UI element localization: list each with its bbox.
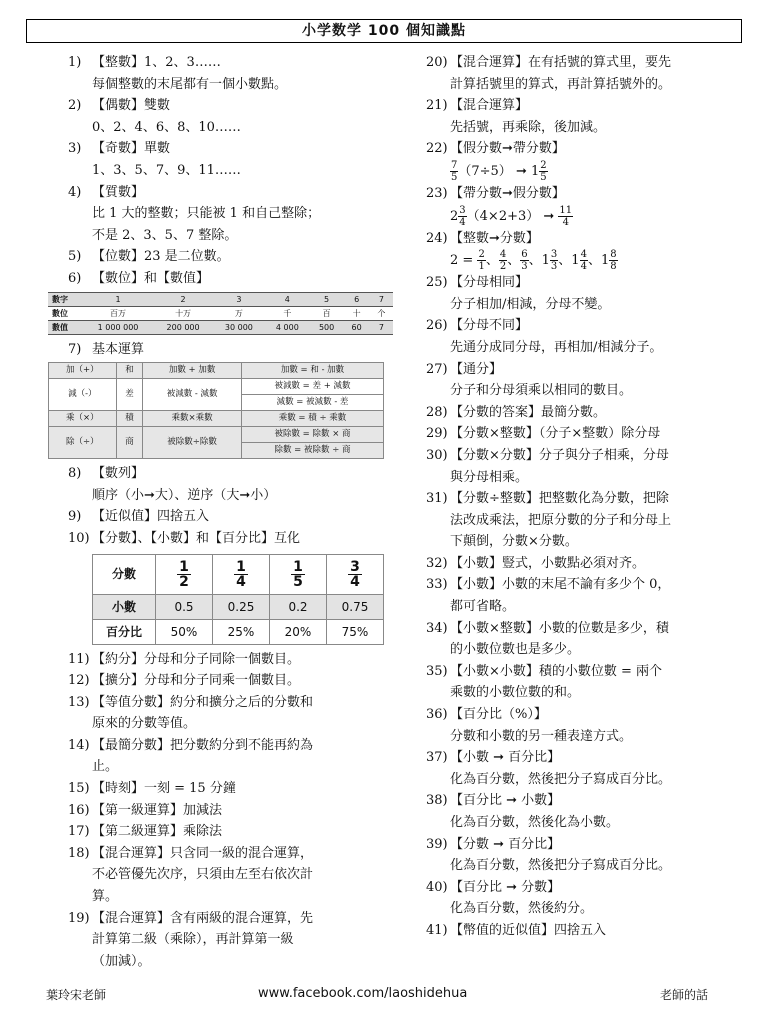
item-heading: 【偶數】雙數	[92, 98, 171, 114]
item-18	[68, 843, 388, 865]
item-number: 34)	[426, 620, 448, 636]
item-number: 37)	[426, 750, 448, 766]
item-number: 32)	[426, 555, 448, 571]
item-heading: 【混合運算】含有兩級的混合運算，先	[92, 910, 314, 926]
item-7	[68, 339, 388, 361]
table-cell: 4 000	[265, 320, 310, 334]
item-8	[68, 463, 388, 485]
item-body: 化為百分數，然後約分。	[450, 901, 594, 917]
item-38	[426, 790, 736, 812]
item-number: 30)	[426, 447, 448, 463]
item-30	[426, 445, 736, 467]
item-22	[426, 138, 736, 160]
fraction-conversion-table	[92, 554, 384, 645]
item-number: 19)	[68, 910, 90, 926]
table-cell: 7	[370, 292, 393, 306]
fraction: $\frac{7}{5}$	[451, 159, 458, 183]
item-heading: 【小數 ➞ 百分比】	[450, 750, 561, 766]
item-number: 16)	[68, 802, 90, 818]
item-body: 分數和小數的另一種表達方式。	[450, 728, 633, 744]
table-cell: 差	[116, 379, 143, 411]
equation-text: 2 =	[450, 253, 474, 269]
table-cell: 200 000	[153, 320, 213, 334]
table-cell: 百万	[83, 306, 154, 320]
item-heading: 【混合運算】只含同一級的混合運算，	[92, 845, 314, 861]
item-heading: 【假分數➞帶分數】	[450, 141, 565, 157]
table-cell: 500	[310, 320, 344, 334]
item-33	[426, 574, 736, 596]
fraction: $\frac{3}{4}$	[459, 204, 466, 228]
table-cell: 被除數 = 除數 × 商	[242, 427, 384, 443]
item-number: 24)	[426, 230, 448, 246]
item-number: 5)	[68, 249, 82, 265]
item-heading: 【百分比 ➞ 分數】	[450, 879, 561, 895]
footer-author: 葉玲宋老師	[46, 988, 107, 1002]
item-heading: 【分數 ➞ 百分比】	[450, 836, 561, 852]
table-cell: 乘（×）	[49, 411, 117, 427]
item-31	[426, 488, 736, 510]
item-32	[426, 553, 736, 575]
item-heading: 【小數】豎式，小數點必須对齐。	[450, 555, 646, 571]
item-heading: 【分數÷整數】把整數化為分數，把除	[450, 491, 669, 507]
table-cell: 5	[310, 292, 344, 306]
table-cell: 千	[265, 306, 310, 320]
item-heading: 【小數×小數】積的小數位數 = 兩个	[450, 663, 663, 679]
item-heading: 【第一級運算】加減法	[92, 802, 223, 818]
table-cell: 7	[370, 320, 393, 334]
table-cell: 加數 = 和 - 加數	[242, 363, 384, 379]
item-body: 1、3、5、7、9、11……	[92, 162, 241, 178]
table-cell: 數字	[48, 292, 83, 306]
equation-text: （7÷5） ➞ 1	[458, 163, 540, 179]
item-heading: 【分數】、【小數】和【百分比】互化	[92, 530, 301, 546]
left-column	[52, 52, 388, 972]
item-heading: 【第二級運算】乘除法	[92, 824, 223, 840]
item-number: 4)	[68, 184, 82, 200]
item-body	[426, 160, 736, 183]
item-heading: 【混合運算】	[450, 98, 529, 114]
item-number: 17)	[68, 824, 90, 840]
table-cell: 除數 = 被除數 ÷ 商	[242, 443, 384, 459]
table-cell: 十万	[153, 306, 213, 320]
fraction: $\frac{8}{8}$	[610, 249, 617, 273]
item-body: 不是 2、3、5、7 整除。	[92, 227, 238, 243]
item-heading: 【擴分】分母和分子同乘一個數目。	[92, 673, 301, 689]
item-39	[426, 834, 736, 856]
item-41	[426, 920, 736, 942]
table-row	[48, 306, 393, 320]
whole-number: 2	[450, 208, 459, 224]
table-row	[49, 363, 384, 379]
table-row	[93, 554, 384, 594]
table-cell: 加數 + 加數	[143, 363, 242, 379]
fraction: $\frac{6}{3}$	[521, 249, 528, 273]
table-row	[49, 411, 384, 427]
item-heading: 【混合運算】在有括號的算式里，要先	[450, 55, 672, 70]
item-11	[68, 649, 388, 671]
item-number: 8)	[68, 466, 82, 482]
fraction: $\frac{1}{2}$	[179, 558, 189, 590]
table-cell: 1 000 000	[83, 320, 154, 334]
item-heading: 【等值分數】約分和擴分之后的分數和	[92, 694, 314, 710]
item-heading: 【約分】分母和分子同除一個數目。	[92, 651, 301, 667]
table-cell: 75%	[327, 619, 384, 644]
item-heading: 【帶分數➞假分數】	[450, 185, 565, 201]
item-number: 27)	[426, 361, 448, 377]
table-cell: 6	[343, 292, 369, 306]
table-cell: 0.75	[327, 594, 384, 619]
fraction: $\frac{11}{4}$	[559, 204, 573, 228]
item-15	[68, 778, 388, 800]
item-number: 2)	[68, 98, 82, 114]
item-body: 每個整數的末尾都有一個小數點。	[92, 76, 288, 92]
table-cell: 數值	[48, 320, 83, 334]
item-19	[68, 908, 388, 930]
item-4	[68, 182, 388, 204]
fraction-cell	[270, 554, 327, 594]
table-cell: 和	[116, 363, 143, 379]
item-body: 原來的分數等值。	[92, 716, 197, 732]
item-number: 31)	[426, 491, 448, 507]
table-cell: 2	[153, 292, 213, 306]
item-heading: 【百分比 ➞ 小數】	[450, 793, 561, 809]
item-heading: 【整數】1、2、3……	[92, 55, 221, 70]
table-cell: 被減數 = 差 + 減數	[242, 379, 384, 395]
table-cell: 加（+）	[49, 363, 117, 379]
table-cell: 十	[343, 306, 369, 320]
item-10	[68, 528, 388, 550]
item-body: 乘數的小數位數的和。	[450, 685, 581, 701]
place-value-table	[48, 292, 393, 335]
item-35	[426, 661, 736, 683]
item-number: 39)	[426, 836, 448, 852]
item-heading: 【奇數】單數	[92, 141, 171, 157]
fraction: $\frac{4}{2}$	[499, 249, 507, 273]
item-heading: 【位數】23 是二位數。	[92, 249, 230, 265]
table-cell: 數位	[48, 306, 83, 320]
table-cell: 60	[343, 320, 369, 334]
item-34	[426, 618, 736, 640]
item-number: 6)	[68, 270, 82, 286]
fraction-cell	[213, 554, 270, 594]
item-body: 法改成乘法，把原分數的分子和分母上	[450, 512, 672, 528]
item-26	[426, 315, 736, 337]
item-heading: 【幣值的近似值】四捨五入	[450, 922, 607, 938]
fraction: $\frac{3}{4}$	[350, 558, 360, 590]
item-number: 40)	[426, 879, 448, 895]
item-heading: 【小數】小數的末尾不論有多少个 0，	[450, 577, 671, 593]
item-number: 15)	[68, 781, 90, 797]
table-row	[93, 594, 384, 619]
table-cell: 个	[370, 306, 393, 320]
table-cell: 1	[83, 292, 154, 306]
item-16	[68, 800, 388, 822]
fraction: $\frac{4}{4}$	[580, 249, 587, 273]
table-cell: 百	[310, 306, 344, 320]
item-number: 20)	[426, 55, 448, 70]
item-body: 化為百分數，然後化為小數。	[450, 815, 620, 830]
item-number: 7)	[68, 341, 82, 357]
item-heading: 【最簡分數】把分數約分到不能再約為	[92, 737, 314, 753]
table-cell: 乘數×乘數	[143, 411, 242, 427]
item-number: 23)	[426, 185, 448, 201]
item-heading: 【數位】和【數值】	[92, 270, 210, 286]
item-heading: 【分數×整數】（分子×整數）除分母	[450, 426, 661, 442]
item-body: 比 1 大的整數；只能被 1 和自己整除；	[92, 206, 321, 222]
item-body: 先括號，再乘除，後加減。	[450, 119, 607, 135]
item-24	[426, 228, 736, 250]
item-23	[426, 183, 736, 205]
item-heading: 基本運算	[92, 341, 145, 357]
item-body: 先通分成同分母，再相加/相減分子。	[450, 339, 663, 355]
fraction: $\frac{1}{4}$	[236, 558, 246, 590]
table-cell: 0.2	[270, 594, 327, 619]
item-heading: 【數列】	[92, 466, 145, 482]
item-number: 41)	[426, 922, 448, 938]
item-number: 9)	[68, 509, 82, 525]
item-body: 0、2、4、6、8、10……	[92, 119, 241, 135]
table-cell: 分數	[93, 554, 156, 594]
item-body: 下顛倒，分數×分數。	[450, 534, 578, 550]
fraction: $\frac{3}{3}$	[550, 249, 558, 273]
table-cell: 50%	[156, 619, 213, 644]
item-2	[68, 95, 388, 117]
item-heading: 【通分】	[450, 361, 503, 377]
item-body: 分子和分母須乘以相同的數目。	[450, 383, 633, 399]
table-row	[48, 292, 393, 306]
item-body: 不必管優先次序，只須由左至右依次計	[92, 867, 314, 883]
item-27	[426, 359, 736, 381]
fraction-cell	[327, 554, 384, 594]
table-cell: 4	[265, 292, 310, 306]
item-body: 的小數位數也是多少。	[450, 642, 581, 658]
item-5	[68, 246, 388, 268]
item-29	[426, 423, 736, 445]
item-36	[426, 704, 736, 726]
table-cell: 25%	[213, 619, 270, 644]
item-heading: 【分數的答案】最簡分數。	[450, 404, 607, 420]
fraction: $\frac{2}{5}$	[540, 159, 547, 183]
item-9	[68, 506, 388, 528]
item-40	[426, 877, 736, 899]
item-number: 10)	[68, 530, 90, 546]
item-number: 29)	[426, 426, 448, 442]
item-number: 22)	[426, 141, 448, 157]
item-body: 都可省略。	[450, 599, 516, 615]
item-number: 1)	[68, 55, 82, 70]
item-12	[68, 670, 388, 692]
item-17	[68, 821, 388, 843]
item-20	[426, 52, 736, 74]
table-cell: 小數	[93, 594, 156, 619]
item-body: 與分母相乘。	[450, 469, 529, 485]
item-body: 順序（小➞大）、逆序（大➞小）	[92, 487, 277, 503]
item-number: 14)	[68, 737, 90, 753]
item-heading: 【近似值】四捨五入	[92, 509, 210, 525]
table-cell: 0.5	[156, 594, 213, 619]
item-number: 25)	[426, 275, 448, 291]
item-heading: 【百分比（%）】	[450, 707, 547, 723]
item-heading: 【分母不同】	[450, 318, 529, 334]
table-cell: 3	[213, 292, 265, 306]
table-cell: 除（÷）	[49, 427, 117, 459]
footer-url[interactable]: www.facebook.com/laoshidehua	[258, 986, 468, 1001]
item-13	[68, 692, 388, 714]
operations-table	[48, 362, 384, 459]
item-number: 38)	[426, 793, 448, 809]
table-cell: 0.25	[213, 594, 270, 619]
item-heading: 【整數➞分數】	[450, 230, 539, 246]
page-title: 小学数学 100 個知識點	[26, 19, 742, 43]
table-row	[93, 619, 384, 644]
item-heading: 【分數×分數】分子與分子相乘，分母	[450, 447, 669, 463]
equation-text: （4×2+3） ➞	[466, 208, 555, 224]
item-21	[426, 95, 736, 117]
table-row	[49, 427, 384, 443]
table-cell: 減（-）	[49, 379, 117, 411]
item-3	[68, 138, 388, 160]
item-body: 2 = $\frac{2}{1}$ 、 $\frac{4}{2}$ 、 $\frac{6}{3}$ 、1 $\frac{3}{3}$ 、1 $\frac{4}{4}$ 、1 $\frac{8}{8}$	[450, 249, 617, 273]
table-cell: 乘數 = 積 ÷ 乘數	[242, 411, 384, 427]
table-cell: 万	[213, 306, 265, 320]
fraction: $\frac{1}{5}$	[293, 558, 303, 590]
table-row	[48, 320, 393, 334]
item-body: 算。	[92, 889, 119, 905]
item-number: 21)	[426, 98, 448, 114]
item-body: 計算第二級（乘除），再計算第一級	[92, 932, 294, 948]
item-heading: 【分母相同】	[450, 275, 529, 291]
item-number: 36)	[426, 707, 448, 723]
item-number: 12)	[68, 673, 90, 689]
table-cell: 被除數÷除數	[143, 427, 242, 459]
table-row	[49, 379, 384, 395]
item-number: 13)	[68, 694, 90, 710]
item-body: （加減）。	[92, 953, 151, 969]
item-heading: 【時刻】一刻 = 15 分鐘	[92, 781, 236, 797]
fraction: $\frac{2}{1}$	[478, 249, 485, 273]
item-body: 化為百分數，然後把分子寫成百分比。	[450, 771, 672, 787]
item-number: 3)	[68, 141, 82, 157]
item-25	[426, 272, 736, 294]
item-body	[426, 205, 736, 228]
item-body: 分子相加/相減，分母不變。	[450, 296, 611, 312]
right-column	[426, 52, 736, 942]
item-number: 33)	[426, 577, 448, 593]
item-body: 止。	[92, 759, 119, 775]
table-cell: 被減數 - 減數	[143, 379, 242, 411]
item-28	[426, 402, 736, 424]
item-body: 化為百分數，然後把分子寫成百分比。	[450, 858, 672, 874]
item-number: 35)	[426, 663, 448, 679]
item-number: 28)	[426, 404, 448, 420]
fraction-cell	[156, 554, 213, 594]
table-cell: 30 000	[213, 320, 265, 334]
footer-brand: 老師的話	[660, 988, 709, 1002]
item-number: 11)	[68, 651, 90, 667]
table-cell: 百分比	[93, 619, 156, 644]
item-heading: 【小數×整數】小數的位數是多少，積	[450, 620, 669, 636]
table-cell: 20%	[270, 619, 327, 644]
item-body: 計算括號里的算式，再計算括號外的。	[450, 76, 672, 92]
table-cell: 商	[116, 427, 143, 459]
item-number: 26)	[426, 318, 448, 334]
item-14	[68, 735, 388, 757]
item-6	[68, 268, 388, 290]
table-cell: 積	[116, 411, 143, 427]
item-1	[68, 52, 388, 74]
item-37	[426, 747, 736, 769]
item-heading: 【質數】	[92, 184, 145, 200]
table-cell: 減數 = 被減數 - 差	[242, 395, 384, 411]
item-number: 18)	[68, 845, 90, 861]
